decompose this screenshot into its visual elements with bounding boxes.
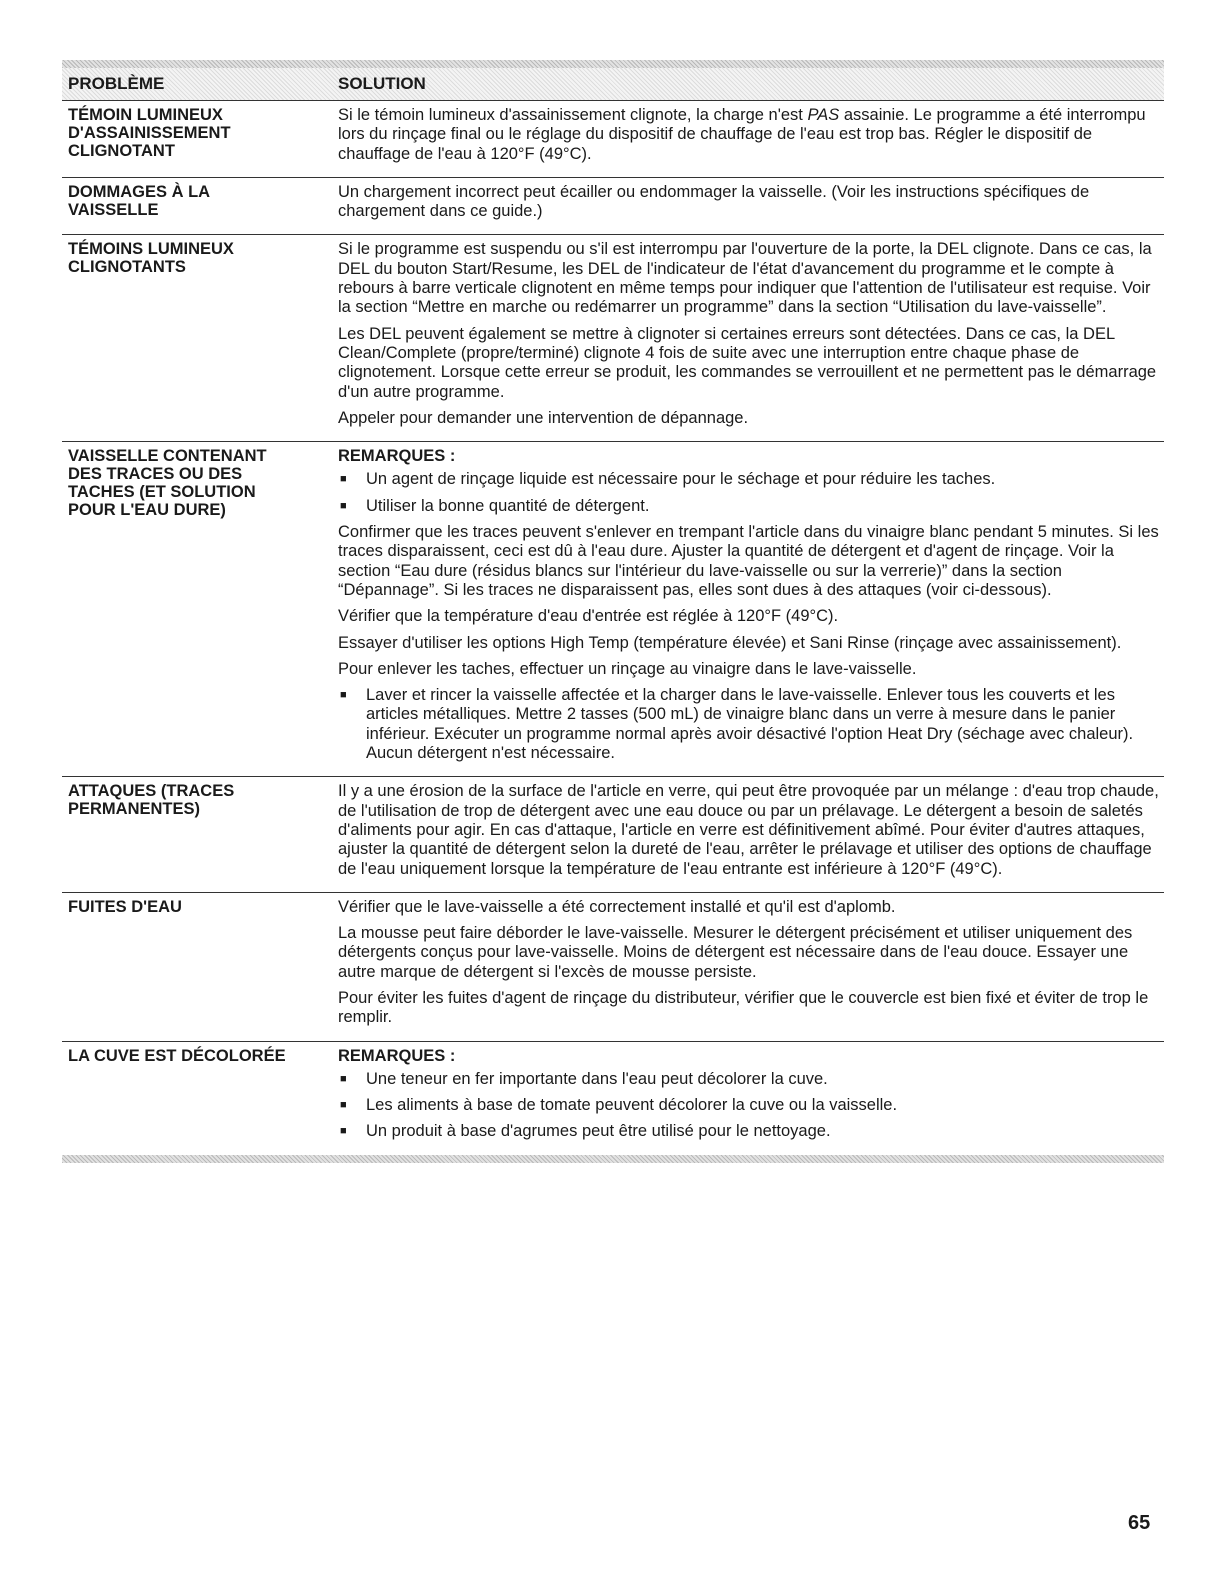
bullet-square-icon: ■ (340, 473, 347, 486)
solution-paragraph: La mousse peut faire déborder le lave-vaisselle. Mesurer le détergent précisément et utiliser uniquement des détergents conçus pour lave-vaisselle. Moins de détergent est nécessaire dans de l'eau douce. Essayer une autre marque de détergent si l'excès de mousse persiste. (338, 924, 1133, 981)
emphasis-text: PAS (807, 106, 840, 124)
solution-text: Si le témoin lumineux d'assainissement clignote, la charge n'est (338, 106, 808, 124)
solution-paragraph: Pour éviter les fuites d'agent de rinçage du distributeur, vérifier que le couvercle est bien fixé et éviter de trop le remplir. (338, 988, 1149, 1027)
bullet-square-icon: ■ (340, 1099, 347, 1112)
bullet-text: Un agent de rinçage liquide est nécessaire pour le séchage et pour réduire les taches. (366, 470, 996, 489)
problem-line: LA CUVE EST DÉCOLORÉE (68, 1046, 286, 1065)
solution-paragraph: Essayer d'utiliser les options High Temp (température élevée) et Sani Rinse (rinçage avec assainissement). (338, 633, 1122, 652)
table-row (62, 178, 1164, 236)
problem-line: TÉMOINS LUMINEUX (68, 240, 234, 259)
problem-cell (62, 896, 338, 1035)
bullet-square-icon: ■ (340, 499, 347, 512)
bullet-text: Utiliser la bonne quantité de détergent. (366, 496, 650, 515)
bullet-text: Les aliments à base de tomate peuvent décolorer la cuve ou la vaisselle. (366, 1096, 898, 1115)
solution-paragraph: Pour enlever les taches, effectuer un rinçage au vinaigre dans le lave-vaisselle. (338, 659, 917, 678)
bullet-text: Laver et rincer la vaisselle affectée et la charger dans le lave-vaisselle. Enlever tous les couverts et les articles métalliques. Mettre 2 tasses (500 mL) de vinaigre blanc dans un verre à mesure dans le panier inférieur. Exécuter un programme normal après avoir désactivé l'option Heat Dry (séchage avec chaleur). Aucun détergent n'est nécessaire. (366, 686, 1134, 763)
solution-paragraph: Les DEL peuvent également se mettre à clignoter si certaines erreurs sont détectées. Dans ce cas, la DEL Clean/Complete (propre/terminé) clignote 4 fois de suite avec une interruption entre chaque phase de clignotement. Lorsque cette erreur se produit, les commandes se verrouillent et ne permettent pas le démarrage d'un autre programme. (338, 324, 1157, 401)
solution-cell (338, 238, 1164, 435)
problem-line: VAISSELLE CONTENANT (68, 447, 267, 466)
bullet-item (338, 1122, 1164, 1141)
solution-paragraph: Vérifier que le lave-vaisselle a été correctement installé et qu'il est d'aplomb. (338, 897, 896, 916)
table-row (62, 442, 1164, 777)
table-row (62, 1042, 1164, 1155)
problem-line: TÉMOIN LUMINEUX (68, 106, 223, 124)
header-solution: SOLUTION (338, 74, 426, 93)
table-row (62, 777, 1164, 892)
bullet-item (338, 470, 1164, 489)
bullet-text: Un produit à base d'agrumes peut être utilisé pour le nettoyage. (366, 1122, 831, 1141)
problem-cell (62, 104, 338, 171)
solution-paragraph: Vérifier que la température d'eau d'entrée est réglée à 120°F (49°C). (338, 607, 839, 626)
table-row (62, 893, 1164, 1042)
solution-paragraph: Il y a une érosion de la surface de l'article en verre, qui peut être provoquée par un mélange : d'eau trop chaude, de l'utilisation de trop de détergent avec une eau douce ou par un prélavage. Le détergent a besoin de saletés d'aliments pour agir. En cas d'attaque, l'article en verre est définitivement abîmé. Pour éviter d'autres attaques, ajuster la quantité de détergent selon la dureté de l'eau, arrêter le prélavage et utiliser des options de chauffage de l'eau uniquement lorsque la température de l'eau entrante est inférieure à 120°F (49°C). (338, 782, 1159, 878)
top-pattern-band (62, 60, 1164, 68)
solution-paragraph: Confirmer que les traces peuvent s'enlever en trempant l'article dans du vinaigre blanc pendant 5 minutes. Si les traces disparaissent, ceci est dû à l'eau dure. Ajuster la quantité de détergent et d'agent de rinçage. Voir la section “Eau dure (résidus blancs sur l'intérieur du lave-vaisselle ou sur la verrerie)” dans la section “Dépannage”. Si les traces ne disparaissent pas, elles sont dues à des attaques (voir ci-dessous). (338, 523, 1159, 599)
problem-line: DOMMAGES À LA (68, 182, 211, 201)
bottom-pattern-band (62, 1155, 1164, 1163)
solution-cell (338, 104, 1164, 171)
problem-line: VAISSELLE (68, 200, 159, 219)
solution-cell (338, 181, 1164, 229)
problem-cell (62, 238, 338, 435)
solution-paragraph: Un chargement incorrect peut écailler ou endommager la vaisselle. (Voir les instructions spécifiques de chargement dans ce guide.) (338, 182, 1090, 221)
solution-cell (338, 445, 1164, 770)
problem-cell (62, 181, 338, 229)
bullet-item (338, 1070, 1164, 1089)
problem-line: D'ASSAINISSEMENT (68, 124, 231, 142)
troubleshooting-table (62, 60, 1164, 1163)
table-header (62, 68, 1164, 101)
solution-paragraph: Appeler pour demander une intervention de dépannage. (338, 408, 749, 427)
problem-line: CLIGNOTANT (68, 142, 175, 160)
problem-line: POUR L'EAU DURE) (68, 501, 226, 520)
solution-paragraph: Si le programme est suspendu ou s'il est interrompu par l'ouverture de la porte, la DEL clignote. Dans ce cas, la DEL du bouton Start/Resume, les DEL de l'indicateur de l'état d'avancement du programme et le compte à rebours à barre verticale clignotent en même temps pour indiquer que l'attention de l'utilisateur est requise. Voir la section “Mettre en marche ou redémarrer un programme” dans la section “Utilisation du lave-vaisselle”. (338, 240, 1152, 317)
solution-cell (338, 896, 1164, 1035)
bullet-item (338, 686, 1164, 763)
bullet-square-icon: ■ (340, 1072, 347, 1085)
problem-line: CLIGNOTANTS (68, 258, 186, 277)
solution-text: assainie. Le programme a été interrompu lors du rinçage final ou le réglage du dispositif de chauffage de l'eau est trop bas. Régler le dispositif de chauffage de l'eau à 120°F (49°C). (338, 106, 1146, 163)
problem-cell (62, 445, 338, 770)
remarks-heading: REMARQUES : (338, 447, 456, 466)
remarks-heading: REMARQUES : (338, 1046, 456, 1065)
header-problem: PROBLÈME (68, 74, 165, 93)
table-row (62, 235, 1164, 442)
problem-line: DES TRACES OU DES (68, 465, 243, 484)
problem-line: FUITES D'EAU (68, 897, 182, 916)
bullet-square-icon: ■ (340, 689, 347, 702)
problem-cell (62, 780, 338, 885)
bullet-item (338, 1096, 1164, 1115)
bullet-text: Une teneur en fer importante dans l'eau peut décolorer la cuve. (366, 1069, 828, 1088)
solution-cell (338, 780, 1164, 885)
bullet-item (338, 497, 1164, 516)
solution-paragraph (338, 106, 1164, 164)
problem-cell (62, 1045, 338, 1149)
problem-line: PERMANENTES) (68, 800, 201, 819)
table-row (62, 101, 1164, 178)
problem-line: TACHES (ET SOLUTION (68, 483, 256, 502)
problem-line: ATTAQUES (TRACES (68, 782, 235, 801)
solution-cell (338, 1045, 1164, 1149)
bullet-square-icon: ■ (340, 1125, 347, 1138)
page-number: 65 (1128, 1512, 1151, 1534)
